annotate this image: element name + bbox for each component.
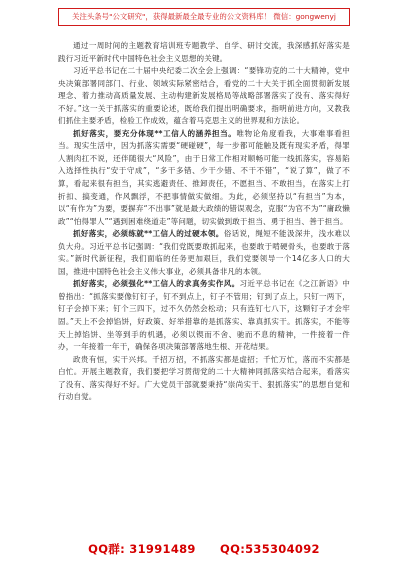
paragraph-conclusion: [58, 354, 350, 404]
paragraph-text: 习近平总书记在二十届中央纪委二次全会上强调：“要锋功克的二十大精神，党中央决策部署同部门、行业、领域实际紧密结合，看党的二十大关于抓全面贯彻新发展理念、着力推动高质量发展、主动构建新发展格局等战略部署落实了没有、落实得好不好。”这一关于抓落实的重要论述，既给我们提出明确要求，指明前进方向，又教我们抓住主要矛盾，检验工作成效，蕴含着马克思主义的世界观和方法论。: [58, 66, 350, 126]
footer-contact: [0, 541, 408, 557]
header-banner: [58, 8, 350, 26]
paragraph-text: 通过一周时间的主题教育培训班专题教学、自学、研讨交流，我深感抓好落实是践行习近平新时代中国特色社会主义思想的关键。: [58, 41, 350, 63]
paragraph-text: 俗话说，绳短不能汲深井，浅水难以负大舟。习近平总书记强调：“我们党既要敢抓起来，也要敢于啃硬骨头，也要敢于落实。”新时代新征程，我们面临的任务更加艰巨，我们党要领导一个14亿多人口的大国，推进中国特色社会主义伟大事业，必须具备非凡的本领。: [58, 229, 350, 276]
paragraph-intro: [58, 40, 350, 65]
paragraph-ability: [58, 228, 350, 278]
banner-text: 关注头条号"公文研究"，获得最新最全最专业的公文资料库！ 微信：gongwenyj: [72, 12, 336, 21]
paragraph-text: 政贵有恒，实干兴邦。千招万招，不抓落实都是虚招；千忙万忙，落而不实都是白忙。开展主题教育，我们要把学习贯彻党的二十大精神同抓落实结合起来，看落实了没有、落实得好不好。广大党员干部就要秉持“崇尚实干、狠抓落实”的思想自觉和行动自觉。: [58, 354, 350, 402]
paragraph-lead: 抓好落实，要充分体现**工信人的涵养担当。: [73, 128, 237, 138]
paragraph-lead: 抓好落实，必须强化**工信人的求真务实作风。: [73, 279, 240, 289]
paragraph-responsibility: [58, 128, 350, 228]
paragraph-quote: [58, 65, 350, 128]
document-body: [58, 40, 350, 404]
paragraph-text: 习近平总书记在《之江新语》中曾指出：“抓落实要像钉钉子，钉不到点上，钉子不管用；钉到了点上，只钉一两下，钉子会掉下来；钉个三四下，过不久仍然会松动；只有连钉七八下，这颗钉子才会牢固。”天上不会掉馅饼，好政策、好举措靠的是抓落实、靠真抓实干。抓落实，不能等天上掉馅饼、坐等到手的机遇，必须以锲而不舍、驰而不息的精神，一件接着一件办，一年接着一年干，确保各项决策部署落地生根、开花结果。: [58, 279, 350, 352]
footer-qq: QQ:535304092: [220, 542, 320, 556]
paragraph-text: 唯物论角度看我，大事难事看担当。现实生活中，因为抓落实需要“硬碰硬”，每一步都可能触及既有现实矛盾，得罪人割肉扛不说，还伴随很大“风险”，由于日常工作相对顺畅可能一线抓落实，容易陷入选择性执行“安于守成”，“多干多错、少干少错、不干不错”，“说了算”，做了不算，看起来很有担当，其实逃避责任、推卸责任，不愿担当、不敢担当，在落实上打折扣、搞变通，作风飘浮，不把事情做实做细。为此，必须坚持以“有担当”为本，以“有作为”为要，要摒弃“不出事”就是最大政绩的错误观念，克服“为官不为”“庸政懒政”“怕得罪人”“遇到困难绕道走”等问题，切实做到敢于担当、勇于担当、善于担当。: [58, 128, 350, 226]
paragraph-lead: 抓好落实，必须练就**工信人的过硬本领。: [73, 229, 224, 239]
footer-qq-group: QQ群: 31991489: [88, 542, 196, 556]
paragraph-style: [58, 278, 350, 353]
